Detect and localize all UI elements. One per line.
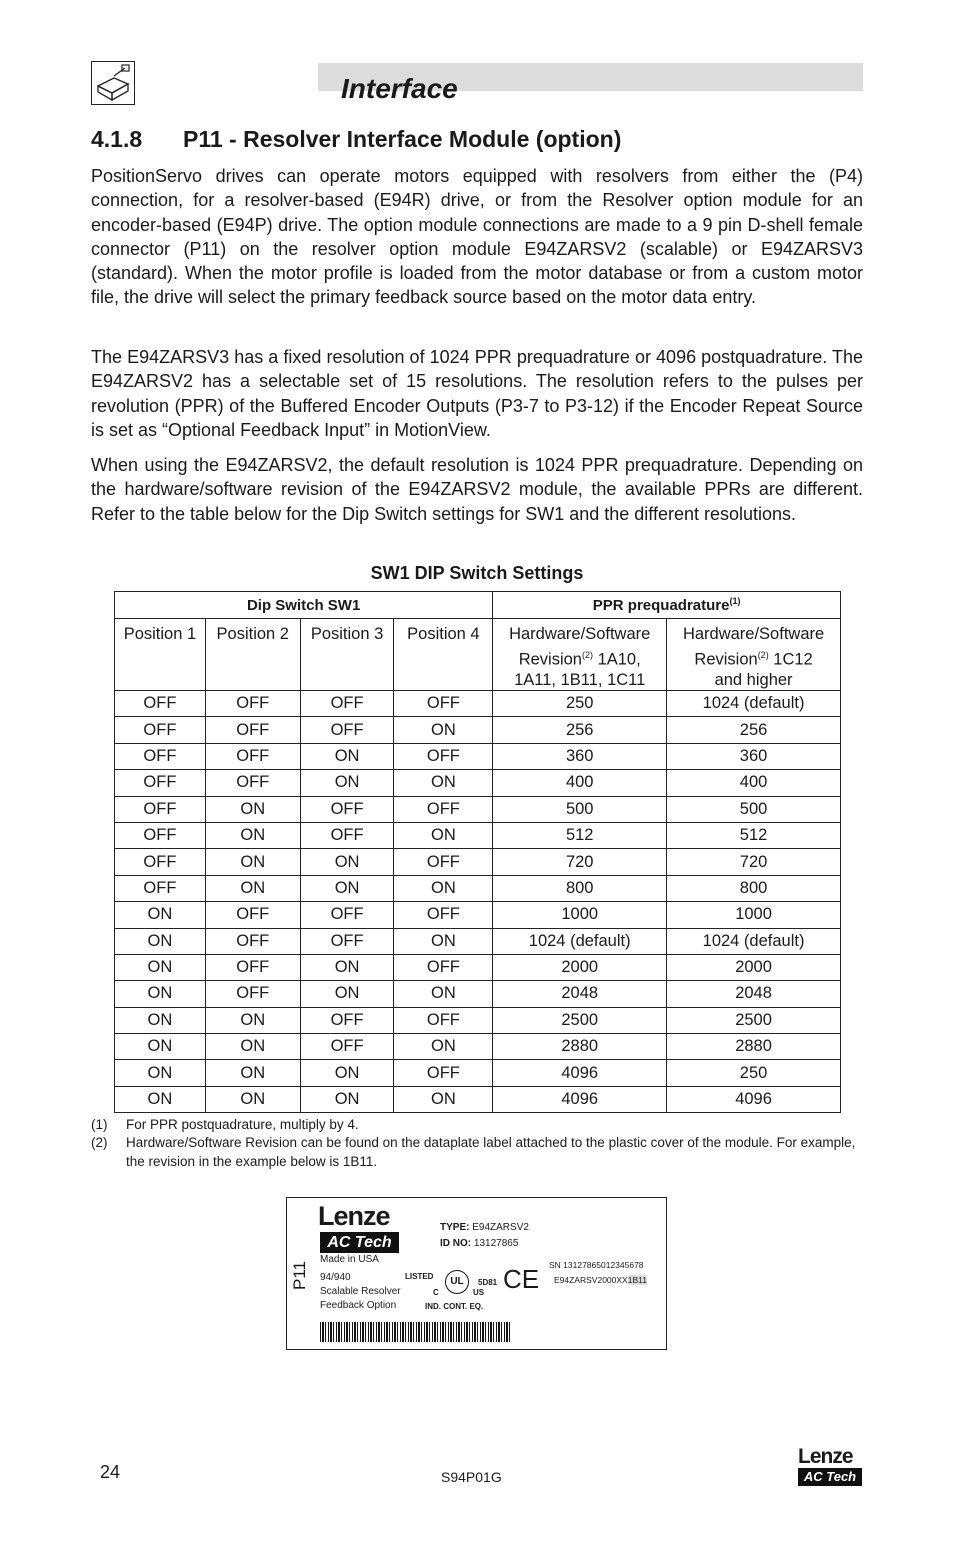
table-cell: 250 [667,1060,841,1086]
table-row [115,743,841,769]
col-position-1: Position 1 [115,619,206,691]
table-cell: 1000 [493,902,667,928]
table-cell: ON [115,981,206,1007]
table-cell: 2500 [493,1007,667,1033]
ppr-group-header: PPR prequadrature$^{(1)}$ [493,592,841,619]
dataplate-barcode [320,1322,510,1342]
table-cell: ON [300,954,394,980]
dip-switch-group-header: Dip Switch SW1 [115,592,493,619]
col-position-2: Position 2 [205,619,300,691]
table-cell: OFF [205,770,300,796]
table-cell: OFF [394,954,493,980]
table-cell: ON [394,928,493,954]
table-cell: 1000 [667,902,841,928]
table-cell: ON [115,902,206,928]
table-cell: OFF [115,822,206,848]
table-cell: OFF [394,902,493,928]
table-cell: ON [205,796,300,822]
table-cell: 400 [493,770,667,796]
table-row [115,796,841,822]
table-cell: ON [394,1034,493,1060]
table-caption: SW1 DIP Switch Settings [370,563,584,583]
table-cell: OFF [205,954,300,980]
table-cell: 250 [493,691,667,717]
dataplate-id: ID NO: 13127865 [440,1238,519,1249]
table-cell: ON [205,1060,300,1086]
table-cell: ON [115,1007,206,1033]
dataplate-label [286,1197,667,1350]
table-cell: ON [394,822,493,848]
footnote-2: (2) Hardware/Software Revision can be found on the dataplate label attached to the plastic cover of the module. For example, the revision in the example below is 1B11. [91,1135,856,1169]
table-cell: ON [115,1060,206,1086]
table-cell: OFF [300,1007,394,1033]
table-row [115,928,841,954]
footnote-1: (1) For PPR postquadrature, multiply by 4. [91,1117,359,1132]
table-row [115,717,841,743]
table-cell: 360 [667,743,841,769]
section-number: 4.1.8 [91,126,143,152]
table-cell: 2000 [667,954,841,980]
table-cell: OFF [300,691,394,717]
table-cell: 256 [667,717,841,743]
table-cell: 800 [493,875,667,901]
table-cell: OFF [300,902,394,928]
table-cell: 512 [667,822,841,848]
table-row [115,822,841,848]
table-cell: ON [300,743,394,769]
table-cell: 360 [493,743,667,769]
table-cell: ON [300,770,394,796]
table-cell: 256 [493,717,667,743]
dataplate-ul-c: C [433,1288,439,1297]
page-title: Interface [341,73,458,104]
table-row [115,902,841,928]
table-cell: ON [394,981,493,1007]
table-cell: OFF [300,928,394,954]
table-cell: OFF [115,875,206,901]
table-cell: ON [300,1060,394,1086]
table-cell: OFF [394,1060,493,1086]
col-position-4: Position 4 [394,619,493,691]
table-cell: ON [300,849,394,875]
table-cell: ON [300,981,394,1007]
table-cell: OFF [205,743,300,769]
dataplate-product-2: Feedback Option [320,1300,397,1311]
table-cell: OFF [115,849,206,875]
table-cell: 4096 [493,1086,667,1112]
table-cell: 1024 (default) [667,928,841,954]
table-cell: ON [115,928,206,954]
table-row [115,954,841,980]
table-cell: OFF [205,717,300,743]
table-cell: ON [300,875,394,901]
table-row [115,691,841,717]
table-cell: OFF [394,796,493,822]
table-row [115,849,841,875]
paragraph-3: When using the E94ZARSV2, the default resolution is 1024 PPR prequadrature. Depending on the hardware/software revision of the E94ZARSV2 module, the available PPRs are different. Refer to the table below for the Dip Switch settings for SW1 and the different resolutions. [91,455,863,524]
table-cell: OFF [394,1007,493,1033]
document-code: S94P01G [441,1469,502,1485]
table-cell: OFF [205,981,300,1007]
paragraph-2: The E94ZARSV3 has a fixed resolution of 1024 PPR prequadrature or 4096 postquadrature. The E94ZARSV2 has a selectable set of 15 resolutions. The resolution refers to the pulses per revolution (PPR) of the Buffered Encoder Outputs (P3-7 to P3-12) if the Encoder Repeat Source is set as “Optional Feedback Input” in MotionView. [91,347,863,440]
col-revision-a: Hardware/Software Revision$^{(2)}$ 1A10, 1A11, 1B11, 1C11 [493,619,667,691]
table-cell: ON [205,1086,300,1112]
table-cell: OFF [205,691,300,717]
table-row [115,981,841,1007]
dataplate-p11: P11 [290,1261,309,1290]
table-cell: ON [115,1034,206,1060]
table-cell: 2880 [493,1034,667,1060]
ul-mark-icon: UL [445,1270,469,1294]
table-cell: ON [394,770,493,796]
module-install-icon [91,61,135,105]
footer-actech-logo: AC Tech [798,1468,862,1486]
dataplate-part-number: E94ZARSV2000XX1B11 [554,1275,647,1285]
table-cell: ON [115,954,206,980]
table-cell: ON [205,875,300,901]
dataplate-ul-code: 5D81 [478,1278,498,1287]
table-row [115,1086,841,1112]
table-cell: 500 [493,796,667,822]
table-cell: 720 [667,849,841,875]
dataplate-ul-us: US [473,1288,485,1297]
col-position-3: Position 3 [300,619,394,691]
table-cell: 2880 [667,1034,841,1060]
table-cell: ON [394,1086,493,1112]
table-cell: ON [394,875,493,901]
table-cell: OFF [300,796,394,822]
dataplate-ind-cont: IND. CONT. EQ. [425,1302,484,1311]
table-cell: OFF [115,796,206,822]
table-cell: 500 [667,796,841,822]
ce-mark-icon: CE [503,1264,540,1294]
table-cell: 1024 (default) [493,928,667,954]
table-row [115,1034,841,1060]
table-cell: 720 [493,849,667,875]
table-cell: 800 [667,875,841,901]
dataplate-listed: LISTED [405,1272,434,1281]
table-cell: OFF [205,902,300,928]
table-row [115,1060,841,1086]
section-title: P11 - Resolver Interface Module (option) [183,126,622,152]
footer-lenze-logo: Lenze [798,1445,853,1468]
dataplate-made-in: Made in USA [320,1254,379,1265]
table-cell: OFF [300,717,394,743]
table-cell: OFF [115,770,206,796]
table-row [115,1007,841,1033]
dataplate-serial: SN 13127865012345678 [549,1260,644,1270]
table-cell: OFF [300,1034,394,1060]
table-cell: OFF [115,743,206,769]
col-revision-b: Hardware/Software Revision$^{(2)}$ 1C12 and higher [667,619,841,691]
section-heading [91,126,621,153]
table-cell: OFF [115,717,206,743]
paragraph-1: PositionServo drives can operate motors equipped with resolvers from either the (P4) connection, for a resolver-based (E94R) drive, or from the Resolver option module for an encoder-based (E94P) drive. The option module connections are made to a 9 pin D-shell female connector (P11) on the resolver option module E94ZARSV2 (scalable) or E94ZARSV3 (standard). When the motor profile is loaded from the motor database or from a custom motor file, the drive will select the primary feedback source based on the motor data entry. [91,166,863,308]
table-cell: ON [205,1007,300,1033]
table-cell: OFF [394,849,493,875]
table-cell: ON [205,1034,300,1060]
table-cell: 4096 [493,1060,667,1086]
table-cell: 2000 [493,954,667,980]
table-row [115,875,841,901]
table-row [115,770,841,796]
table-cell: 2048 [493,981,667,1007]
page-number: 24 [100,1462,121,1482]
table-cell: OFF [300,822,394,848]
dataplate-model-line: 94/940 [320,1272,351,1283]
dataplate-type: TYPE: E94ZARSV2 [440,1222,529,1233]
table-cell: ON [115,1086,206,1112]
dip-switch-table [114,591,841,1113]
table-cell: OFF [205,928,300,954]
table-cell: 2500 [667,1007,841,1033]
table-cell: 400 [667,770,841,796]
table-group-header [115,592,841,619]
table-cell: ON [205,822,300,848]
table-cell: 4096 [667,1086,841,1112]
table-column-header [115,619,841,691]
table-cell: 512 [493,822,667,848]
table-cell: ON [394,717,493,743]
table-cell: 1024 (default) [667,691,841,717]
dataplate-product-1: Scalable Resolver [320,1286,401,1297]
dataplate-actech-logo: AC Tech [320,1232,399,1253]
table-cell: ON [300,1086,394,1112]
table-cell: OFF [394,743,493,769]
table-cell: ON [205,849,300,875]
table-cell: 2048 [667,981,841,1007]
table-cell: OFF [394,691,493,717]
dataplate-lenze-logo: Lenze [318,1201,390,1231]
table-cell: OFF [115,691,206,717]
